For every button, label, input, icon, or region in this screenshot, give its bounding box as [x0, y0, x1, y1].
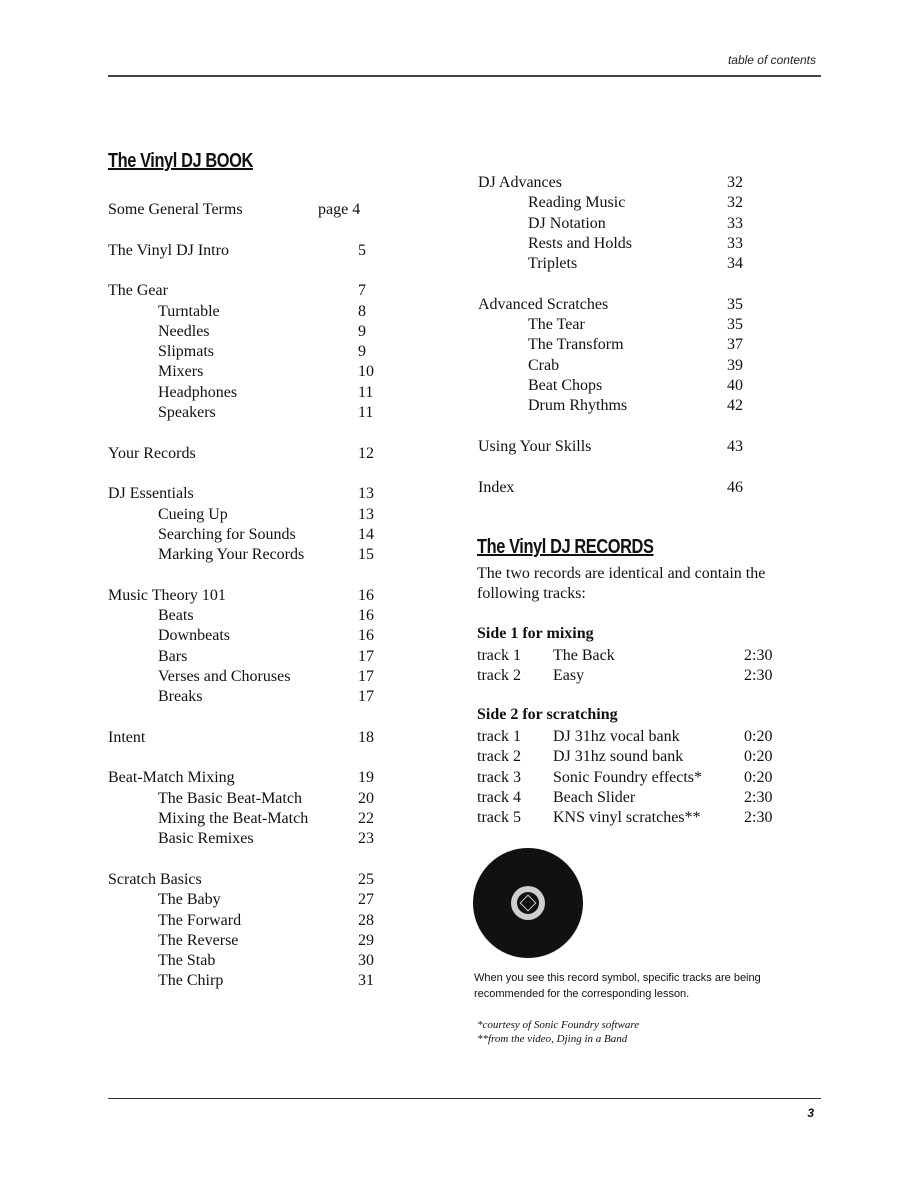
track-number: track 2 — [477, 667, 521, 685]
toc-entry-page: 37 — [727, 336, 743, 354]
track-number: track 4 — [477, 788, 521, 806]
footnote-2: **from the video, Djing in a Band — [477, 1033, 628, 1045]
track-number: track 1 — [477, 728, 521, 745]
toc-entry-page: 11 — [358, 383, 374, 401]
toc-entry-page: 31 — [358, 972, 374, 990]
toc-entry-page: 29 — [358, 931, 374, 949]
track-number: track 2 — [477, 748, 521, 766]
toc-entry-label: DJ Notation — [528, 214, 606, 232]
toc-entry-label: Intent — [108, 728, 146, 746]
toc-entry-page: 20 — [358, 789, 374, 807]
toc-entry-label: Basic Remixes — [158, 830, 254, 848]
toc-entry-label: Using Your Skills — [478, 437, 592, 455]
toc-entry-label: Triplets — [528, 255, 578, 273]
track-name: Easy — [553, 667, 585, 685]
toc-entry-page: 14 — [358, 525, 374, 543]
track-time: 0:20 — [744, 728, 773, 745]
toc-entry-page: 13 — [358, 505, 374, 523]
toc-entry-page: 34 — [727, 255, 743, 273]
toc-entry-page: 5 — [358, 241, 366, 259]
toc-entry-page: 25 — [358, 870, 374, 888]
track-number: track 5 — [477, 809, 521, 827]
footer-rule — [108, 1098, 821, 1099]
toc-entry-label: Rests and Holds — [528, 234, 632, 252]
toc-entry-page: 16 — [358, 586, 374, 604]
track-time: 2:30 — [744, 809, 773, 827]
records-title: The Vinyl DJ RECORDS — [477, 536, 654, 558]
toc-entry-label: Beat Chops — [528, 377, 603, 394]
toc-entry-page: 17 — [358, 647, 374, 665]
toc-entry-label: Slipmats — [158, 343, 215, 361]
side1-heading: Side 1 for mixing — [477, 625, 594, 642]
toc-entry-page: 40 — [727, 377, 743, 394]
toc-entry-label: The Basic Beat-Match — [158, 789, 302, 807]
toc-entry-label: Needles — [158, 322, 210, 340]
records-intro: The two records are identical and contain the following tracks: — [477, 565, 766, 602]
track-time: 2:30 — [744, 647, 773, 664]
toc-entry-label: The Tear — [528, 316, 585, 334]
toc-entry-page: 32 — [727, 194, 743, 212]
running-header: table of contents — [727, 53, 816, 67]
toc-entry-page: 18 — [358, 728, 374, 746]
toc-entry-page: 13 — [358, 485, 374, 503]
toc-entry-label: Cueing Up — [158, 505, 228, 523]
track-name: The Back — [553, 647, 615, 664]
toc-entry-label: Drum Rhythms — [528, 397, 628, 415]
toc-entry-label: Bars — [158, 647, 188, 665]
track-name: Beach Slider — [553, 788, 636, 806]
toc-entry-label: Scratch Basics — [108, 870, 202, 888]
toc-entry-label: Speakers — [158, 404, 216, 421]
track-name: KNS vinyl scratches** — [553, 809, 701, 827]
toc-entry-page: 17 — [358, 667, 374, 685]
header-rule — [108, 75, 821, 77]
toc-entry-label: Crab — [528, 356, 560, 374]
toc-entry-page: 42 — [727, 397, 743, 415]
toc-entry-label: Beats — [158, 607, 194, 624]
toc-entry-label: Some General Terms — [108, 201, 243, 218]
book-title: The Vinyl DJ BOOK — [108, 150, 253, 172]
track-number: track 1 — [477, 647, 521, 664]
toc-entry-page: 35 — [727, 316, 743, 334]
toc-entry-page: 19 — [358, 769, 374, 787]
toc-entry-label: Mixing the Beat-Match — [158, 810, 309, 827]
toc-entry-label: The Chirp — [158, 972, 224, 990]
track-time: 0:20 — [744, 748, 773, 766]
track-time: 2:30 — [744, 667, 773, 685]
toc-entry-label: The Forward — [158, 911, 242, 929]
toc-entry-page: 33 — [727, 234, 743, 252]
toc-entry-page: 8 — [358, 302, 366, 320]
toc-entry-label: Marking Your Records — [158, 546, 305, 564]
toc-entry-page: 22 — [358, 810, 374, 827]
toc-entry-page: 32 — [727, 174, 743, 191]
toc-entry-label: Music Theory 101 — [108, 586, 226, 604]
track-time: 0:20 — [744, 768, 773, 786]
record-symbol-icon — [473, 848, 583, 958]
toc-entry-page: 10 — [358, 363, 374, 381]
toc-entry-label: Reading Music — [528, 194, 626, 212]
toc-entry-label: Breaks — [158, 688, 203, 706]
toc-entry-page: 7 — [358, 282, 366, 300]
side2-heading: Side 2 for scratching — [477, 706, 618, 723]
toc-entry-page: 46 — [727, 478, 743, 496]
track-number: track 3 — [477, 768, 521, 786]
record-label — [511, 886, 545, 920]
toc-entry-label: Turntable — [158, 302, 220, 320]
toc-entry-page: 16 — [358, 627, 374, 645]
record-logo-icon — [517, 892, 539, 914]
toc-entry-label: DJ Essentials — [108, 485, 194, 503]
toc-entry-label: The Vinyl DJ Intro — [108, 241, 229, 259]
toc-entry-label: Downbeats — [158, 627, 230, 645]
toc-entry-label: Searching for Sounds — [158, 525, 296, 543]
toc-entry-page: 23 — [358, 830, 374, 848]
toc-entry-page: 9 — [358, 343, 366, 361]
toc-entry-page: 12 — [358, 444, 374, 462]
toc-entry-page: 39 — [727, 356, 743, 374]
record-symbol-note: When you see this record symbol, specific tracks are being recommended for the corresponding lesson. — [474, 972, 761, 1000]
track-name: Sonic Foundry effects* — [553, 768, 703, 786]
toc-entry-label: Verses and Choruses — [158, 667, 291, 685]
toc-entry-page: 15 — [358, 546, 374, 564]
toc-entry-page: 27 — [358, 891, 374, 909]
toc-entry-label: Your Records — [108, 444, 196, 462]
toc-entry-label: Headphones — [158, 383, 238, 401]
track-name: DJ 31hz sound bank — [553, 748, 684, 766]
toc-entry-page: 17 — [358, 688, 374, 706]
page-number: 3 — [807, 1106, 814, 1120]
toc-entry-label: Index — [478, 478, 515, 496]
toc-entry-page: 11 — [358, 404, 374, 421]
toc-entry-label: The Stab — [158, 952, 216, 970]
toc-entry-label: The Transform — [528, 336, 624, 354]
track-time: 2:30 — [744, 788, 773, 806]
toc-entry-page: 9 — [358, 322, 366, 340]
toc-entry-label: The Gear — [108, 282, 168, 300]
toc-entry-page: page 4 — [318, 201, 361, 218]
toc-entry-label: Mixers — [158, 363, 204, 381]
toc-entry-page: 16 — [358, 607, 374, 624]
toc-entry-label: DJ Advances — [478, 174, 562, 191]
toc-entry-page: 43 — [727, 437, 743, 455]
track-name: DJ 31hz vocal bank — [553, 728, 680, 745]
toc-entry-page: 35 — [727, 295, 743, 313]
toc-entry-label: The Reverse — [158, 931, 239, 949]
toc-entry-label: The Baby — [158, 891, 221, 909]
toc-entry-page: 33 — [727, 214, 743, 232]
toc-entry-page: 28 — [358, 911, 374, 929]
toc-entry-label: Advanced Scratches — [478, 295, 609, 313]
footnote-1: *courtesy of Sonic Foundry software — [477, 1019, 640, 1031]
toc-entry-page: 30 — [358, 952, 374, 970]
toc-entry-label: Beat-Match Mixing — [108, 769, 235, 787]
